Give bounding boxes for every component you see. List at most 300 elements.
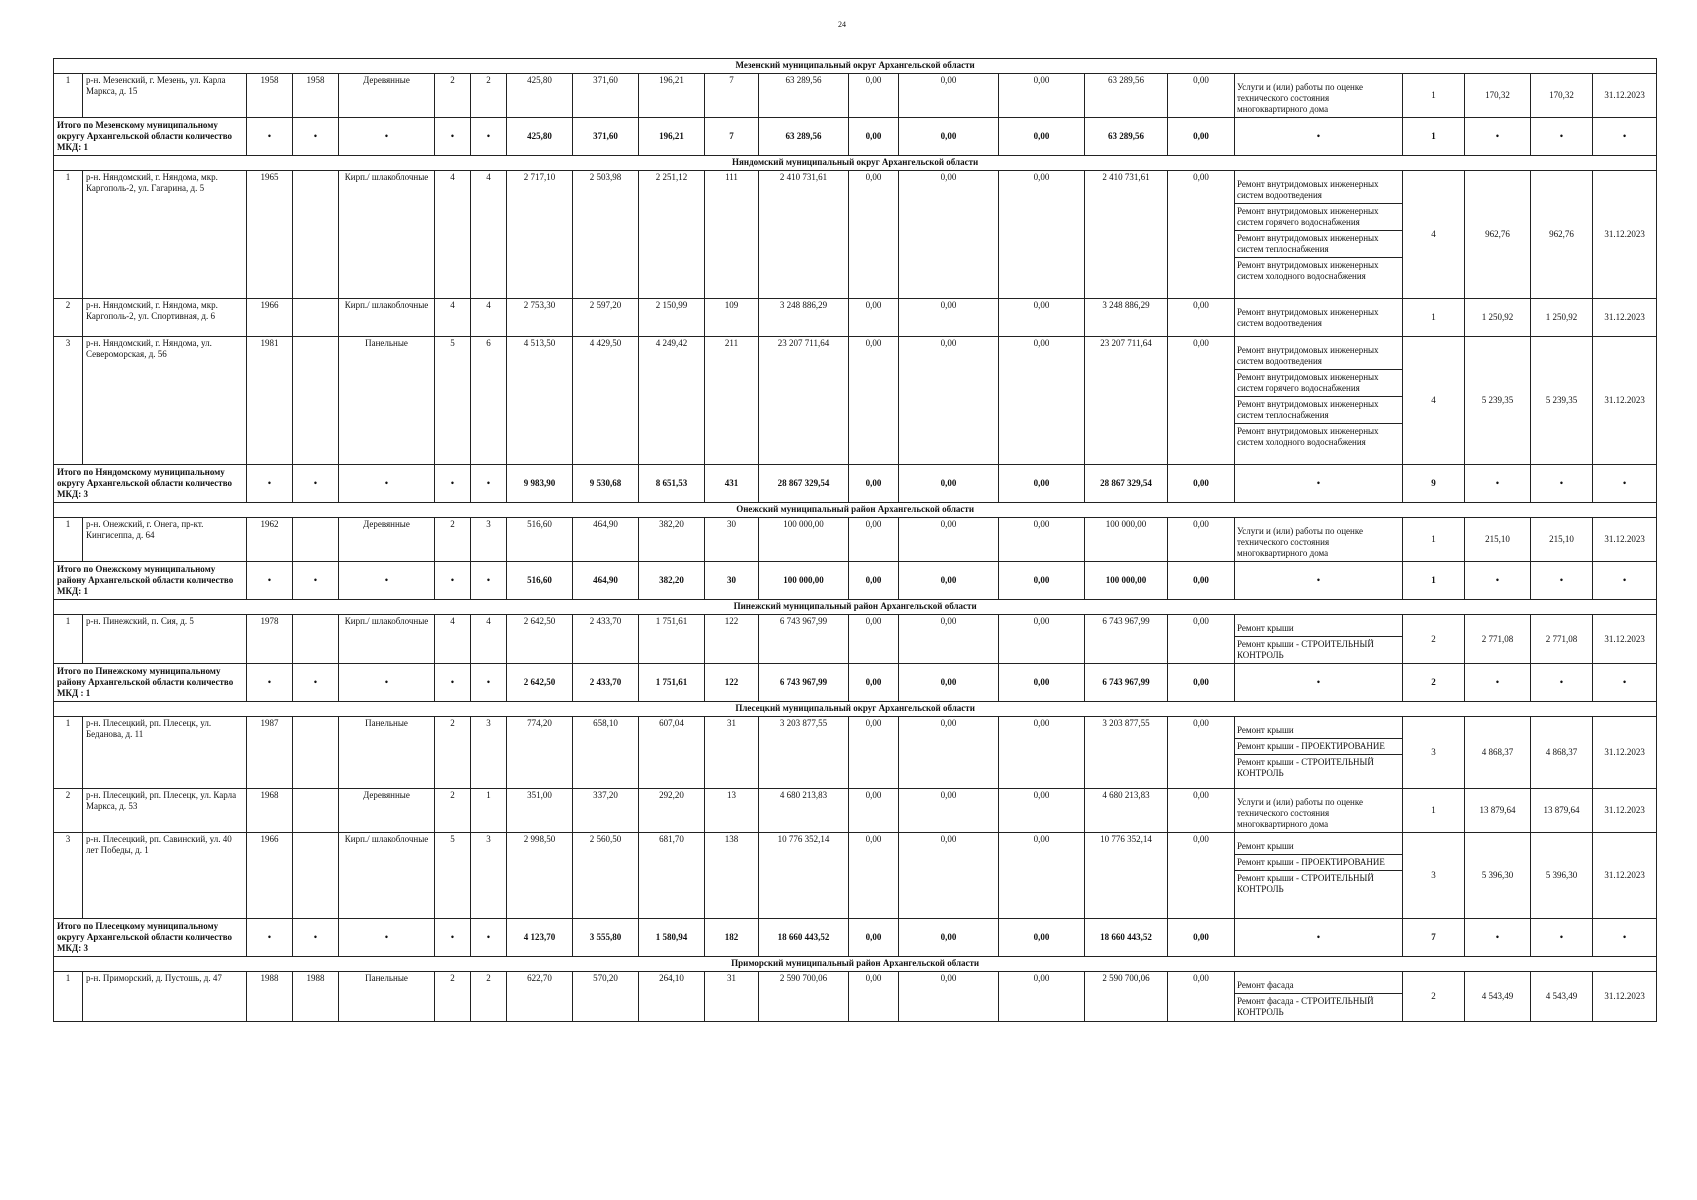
work-item: Ремонт внутридомовых инженерных систем холодного водоснабжения [1237,426,1379,447]
cost-owners-cell: 63 289,56 [1085,74,1168,118]
work-item: Ремонт внутридомовых инженерных систем теплоснабжения [1235,397,1402,424]
cost-region-cell: 0,00 [899,972,999,1022]
year-built-cell: 1987 [247,717,293,789]
year-commissioned-cell [293,717,339,789]
total-area-cell: 425,80 [507,74,573,118]
total-work-count-cell: 1 [1403,118,1465,156]
placeholder-cell: • [339,465,435,503]
cost-local-cell: 0,00 [999,337,1085,465]
unit-cost-cell: 5 396,30 [1465,833,1531,919]
table-body [54,59,1657,1022]
cost-total-cell: 4 680 213,83 [759,789,849,833]
residents-area-cell: 4 249,42 [639,337,705,465]
cost-owners-cell: 6 743 967,99 [1085,615,1168,664]
total-total-area-cell: 516,60 [507,562,573,600]
wall-material-cell: Кирп./ шлакоблочные [339,299,435,337]
residents-cell: 122 [705,615,759,664]
unit-cost-cell: 215,10 [1465,518,1531,562]
total-cost-local-cell: 0,00 [999,919,1085,957]
cost-local-cell: 0,00 [999,299,1085,337]
placeholder-cell: • [435,465,471,503]
cost-local-cell: 0,00 [999,789,1085,833]
unit-cost-cell: 13 879,64 [1465,789,1531,833]
cost-owners-cell: 3 203 877,55 [1085,717,1168,789]
total-area-cell: 351,00 [507,789,573,833]
section-title: Мезенский муниципальный округ Архангельской области [54,59,1657,74]
works-cell [1235,337,1403,465]
cost-total-cell: 100 000,00 [759,518,849,562]
work-item: Ремонт крыши - СТРОИТЕЛЬНЫЙ КОНТРОЛЬ [1237,873,1374,894]
address-cell: р-н. Плесецкий, рп. Плесецк, ул. Беданова, д. 11 [83,717,247,789]
cost-region-cell: 0,00 [899,518,999,562]
cost-fund-cell: 0,00 [849,337,899,465]
cost-other-cell: 0,00 [1168,717,1235,789]
section-title: Онежский муниципальный район Архангельской области [54,503,1657,518]
work-count-cell: 3 [1403,833,1465,919]
works-cell [1235,74,1403,118]
total-residents-cell: 182 [705,919,759,957]
work-item: Ремонт крыши [1235,723,1402,739]
total-cost-total-cell: 18 660 443,52 [759,919,849,957]
max-cost-cell: 13 879,64 [1531,789,1593,833]
section-title: Плесецкий муниципальный округ Архангельской области [54,702,1657,717]
entrances-cell: 3 [471,717,507,789]
year-built-cell: 1978 [247,615,293,664]
total-cost-region-cell: 0,00 [899,465,999,503]
year-built-cell: 1966 [247,833,293,919]
total-residents-area-cell: 1 580,94 [639,919,705,957]
floors-cell: 4 [435,299,471,337]
placeholder-cell: • [1235,465,1403,503]
placeholder-cell: • [1531,919,1593,957]
placeholder-cell: • [1235,562,1403,600]
residents-area-cell: 292,20 [639,789,705,833]
section-header-row [54,59,1657,74]
year-built-cell: 1965 [247,171,293,299]
year-commissioned-cell [293,337,339,465]
total-cost-region-cell: 0,00 [899,562,999,600]
residents-area-cell: 2 150,99 [639,299,705,337]
residents-cell: 31 [705,972,759,1022]
unit-cost-cell: 4 868,37 [1465,717,1531,789]
total-total-area-cell: 425,80 [507,118,573,156]
placeholder-cell: • [435,118,471,156]
total-cost-local-cell: 0,00 [999,465,1085,503]
cost-other-cell: 0,00 [1168,299,1235,337]
row-number: 2 [54,789,83,833]
cost-owners-cell: 2 410 731,61 [1085,171,1168,299]
cost-region-cell: 0,00 [899,171,999,299]
work-item: Ремонт внутридомовых инженерных систем водоотведения [1235,177,1402,204]
total-row [54,562,1657,600]
cost-fund-cell: 0,00 [849,972,899,1022]
deadline-cell: 31.12.2023 [1593,833,1657,919]
total-residents-area-cell: 8 651,53 [639,465,705,503]
table-row [54,518,1657,562]
residents-cell: 109 [705,299,759,337]
work-item: Ремонт внутридомовых инженерных систем водоотведения [1237,307,1379,328]
table-row [54,789,1657,833]
row-number: 1 [54,717,83,789]
total-row [54,664,1657,702]
residents-cell: 211 [705,337,759,465]
section-header-row [54,957,1657,972]
section-header-row [54,156,1657,171]
total-living-area-cell: 371,60 [573,118,639,156]
floors-cell: 2 [435,518,471,562]
deadline-cell: 31.12.2023 [1593,717,1657,789]
work-item: Ремонт крыши - ПРОЕКТИРОВАНИЕ [1235,739,1402,755]
total-cost-other-cell: 0,00 [1168,562,1235,600]
placeholder-cell: • [339,664,435,702]
entrances-cell: 4 [471,299,507,337]
section-title: Пинежский муниципальный район Архангельской области [54,600,1657,615]
total-cost-fund-cell: 0,00 [849,465,899,503]
year-built-cell: 1966 [247,299,293,337]
placeholder-cell: • [339,919,435,957]
placeholder-cell: • [339,118,435,156]
entrances-cell: 1 [471,789,507,833]
cost-local-cell: 0,00 [999,615,1085,664]
address-cell: р-н. Пинежский, п. Сия, д. 5 [83,615,247,664]
unit-cost-cell: 170,32 [1465,74,1531,118]
total-cost-total-cell: 28 867 329,54 [759,465,849,503]
cost-fund-cell: 0,00 [849,171,899,299]
total-area-cell: 2 998,50 [507,833,573,919]
wall-material-cell: Деревянные [339,789,435,833]
section-header-row [54,600,1657,615]
capital-repair-table [53,58,1657,1022]
wall-material-cell: Кирп./ шлакоблочные [339,833,435,919]
row-number: 1 [54,972,83,1022]
total-total-area-cell: 4 123,70 [507,919,573,957]
total-work-count-cell: 2 [1403,664,1465,702]
max-cost-cell: 962,76 [1531,171,1593,299]
page-number: 24 [838,20,846,29]
placeholder-cell: • [1531,664,1593,702]
cost-fund-cell: 0,00 [849,299,899,337]
cost-local-cell: 0,00 [999,171,1085,299]
total-residents-cell: 30 [705,562,759,600]
living-area-cell: 2 597,20 [573,299,639,337]
placeholder-cell: • [1465,465,1531,503]
works-cell [1235,518,1403,562]
works-cell [1235,972,1403,1022]
placeholder-cell: • [293,664,339,702]
work-item: Ремонт крыши - СТРОИТЕЛЬНЫЙ КОНТРОЛЬ [1237,639,1374,660]
total-cost-fund-cell: 0,00 [849,919,899,957]
year-built-cell: 1988 [247,972,293,1022]
floors-cell: 4 [435,615,471,664]
total-cost-region-cell: 0,00 [899,664,999,702]
address-cell: р-н. Няндомский, г. Няндома, мкр. Каргополь-2, ул. Гагарина, д. 5 [83,171,247,299]
total-cost-local-cell: 0,00 [999,562,1085,600]
placeholder-cell: • [293,465,339,503]
floors-cell: 5 [435,833,471,919]
cost-owners-cell: 3 248 886,29 [1085,299,1168,337]
cost-other-cell: 0,00 [1168,518,1235,562]
placeholder-cell: • [1531,465,1593,503]
work-count-cell: 1 [1403,789,1465,833]
residents-area-cell: 382,20 [639,518,705,562]
work-count-cell: 1 [1403,299,1465,337]
total-residents-cell: 122 [705,664,759,702]
address-cell: р-н. Плесецкий, рп. Плесецк, ул. Карла Маркса, д. 53 [83,789,247,833]
placeholder-cell: • [1593,465,1657,503]
placeholder-cell: • [293,919,339,957]
address-cell: р-н. Онежский, г. Онега, пр-кт. Кингисеппа, д. 64 [83,518,247,562]
row-number: 1 [54,518,83,562]
cost-fund-cell: 0,00 [849,833,899,919]
work-item: Ремонт крыши [1235,621,1402,637]
placeholder-cell: • [1235,919,1403,957]
placeholder-cell: • [1531,562,1593,600]
entrances-cell: 3 [471,833,507,919]
table-row [54,972,1657,1022]
section-title: Приморский муниципальный район Архангельской области [54,957,1657,972]
work-item: Ремонт внутридомовых инженерных систем холодного водоснабжения [1237,260,1379,281]
table-row [54,833,1657,919]
placeholder-cell: • [247,919,293,957]
residents-area-cell: 607,04 [639,717,705,789]
residents-cell: 111 [705,171,759,299]
placeholder-cell: • [435,919,471,957]
residents-cell: 31 [705,717,759,789]
wall-material-cell: Панельные [339,337,435,465]
work-item: Ремонт внутридомовых инженерных систем теплоснабжения [1235,231,1402,258]
cost-owners-cell: 10 776 352,14 [1085,833,1168,919]
cost-other-cell: 0,00 [1168,972,1235,1022]
cost-other-cell: 0,00 [1168,337,1235,465]
total-cost-other-cell: 0,00 [1168,465,1235,503]
year-commissioned-cell [293,299,339,337]
cost-local-cell: 0,00 [999,518,1085,562]
section-title: Няндомский муниципальный округ Архангельской области [54,156,1657,171]
wall-material-cell: Панельные [339,972,435,1022]
residents-cell: 13 [705,789,759,833]
works-cell [1235,171,1403,299]
placeholder-cell: • [471,562,507,600]
works-cell [1235,615,1403,664]
work-item: Услуги и (или) работы по оценке технического состояния многоквартирного дома [1237,82,1363,114]
year-commissioned-cell [293,518,339,562]
placeholder-cell: • [1465,562,1531,600]
max-cost-cell: 4 868,37 [1531,717,1593,789]
cost-total-cell: 2 410 731,61 [759,171,849,299]
address-cell: р-н. Плесецкий, рп. Савинский, ул. 40 лет Победы, д. 1 [83,833,247,919]
row-number: 1 [54,615,83,664]
cost-local-cell: 0,00 [999,74,1085,118]
year-built-cell: 1981 [247,337,293,465]
work-count-cell: 4 [1403,171,1465,299]
total-total-area-cell: 2 642,50 [507,664,573,702]
total-label: Итого по Пинежскому муниципальному району Архангельской области количество МКД : 1 [54,664,247,702]
placeholder-cell: • [247,664,293,702]
total-cost-fund-cell: 0,00 [849,118,899,156]
residents-area-cell: 196,21 [639,74,705,118]
total-cost-other-cell: 0,00 [1168,118,1235,156]
cost-fund-cell: 0,00 [849,615,899,664]
cost-total-cell: 6 743 967,99 [759,615,849,664]
total-cost-total-cell: 6 743 967,99 [759,664,849,702]
deadline-cell: 31.12.2023 [1593,337,1657,465]
total-row [54,118,1657,156]
total-cost-local-cell: 0,00 [999,118,1085,156]
works-cell [1235,299,1403,337]
floors-cell: 2 [435,74,471,118]
works-cell [1235,717,1403,789]
placeholder-cell: • [1593,919,1657,957]
placeholder-cell: • [293,562,339,600]
max-cost-cell: 2 771,08 [1531,615,1593,664]
cost-region-cell: 0,00 [899,337,999,465]
total-cost-fund-cell: 0,00 [849,664,899,702]
total-cost-owners-cell: 100 000,00 [1085,562,1168,600]
placeholder-cell: • [471,664,507,702]
cost-fund-cell: 0,00 [849,74,899,118]
work-item: Ремонт внутридомовых инженерных систем горячего водоснабжения [1235,204,1402,231]
total-work-count-cell: 1 [1403,562,1465,600]
total-total-area-cell: 9 983,90 [507,465,573,503]
floors-cell: 4 [435,171,471,299]
deadline-cell: 31.12.2023 [1593,789,1657,833]
placeholder-cell: • [1465,919,1531,957]
placeholder-cell: • [247,465,293,503]
table-row [54,717,1657,789]
deadline-cell: 31.12.2023 [1593,518,1657,562]
cost-total-cell: 2 590 700,06 [759,972,849,1022]
placeholder-cell: • [1593,562,1657,600]
work-count-cell: 2 [1403,972,1465,1022]
placeholder-cell: • [435,562,471,600]
placeholder-cell: • [471,118,507,156]
entrances-cell: 3 [471,518,507,562]
cost-region-cell: 0,00 [899,717,999,789]
cost-owners-cell: 2 590 700,06 [1085,972,1168,1022]
row-number: 3 [54,337,83,465]
total-row [54,919,1657,957]
work-count-cell: 2 [1403,615,1465,664]
floors-cell: 2 [435,717,471,789]
placeholder-cell: • [1593,118,1657,156]
address-cell: р-н. Приморский, д. Пустошь, д. 47 [83,972,247,1022]
cost-local-cell: 0,00 [999,717,1085,789]
total-label: Итого по Плесецкому муниципальному округу Архангельской области количество МКД: 3 [54,919,247,957]
year-built-cell: 1962 [247,518,293,562]
cost-total-cell: 10 776 352,14 [759,833,849,919]
placeholder-cell: • [1531,118,1593,156]
cost-region-cell: 0,00 [899,833,999,919]
max-cost-cell: 5 396,30 [1531,833,1593,919]
cost-total-cell: 63 289,56 [759,74,849,118]
work-item: Ремонт крыши - ПРОЕКТИРОВАНИЕ [1235,855,1402,871]
year-built-cell: 1958 [247,74,293,118]
total-cost-region-cell: 0,00 [899,118,999,156]
living-area-cell: 570,20 [573,972,639,1022]
unit-cost-cell: 1 250,92 [1465,299,1531,337]
placeholder-cell: • [247,118,293,156]
total-area-cell: 622,70 [507,972,573,1022]
work-item: Ремонт фасада - СТРОИТЕЛЬНЫЙ КОНТРОЛЬ [1237,996,1374,1017]
row-number: 3 [54,833,83,919]
total-cost-fund-cell: 0,00 [849,562,899,600]
work-count-cell: 1 [1403,74,1465,118]
residents-cell: 138 [705,833,759,919]
max-cost-cell: 5 239,35 [1531,337,1593,465]
work-item: Ремонт внутридомовых инженерных систем водоотведения [1235,343,1402,370]
cost-local-cell: 0,00 [999,972,1085,1022]
table-row [54,299,1657,337]
cost-region-cell: 0,00 [899,789,999,833]
placeholder-cell: • [247,562,293,600]
cost-region-cell: 0,00 [899,299,999,337]
cost-total-cell: 3 203 877,55 [759,717,849,789]
entrances-cell: 2 [471,972,507,1022]
total-area-cell: 516,60 [507,518,573,562]
max-cost-cell: 215,10 [1531,518,1593,562]
total-area-cell: 2 753,30 [507,299,573,337]
total-work-count-cell: 9 [1403,465,1465,503]
capital-repair-table-sheet [53,58,1645,1022]
total-area-cell: 2 642,50 [507,615,573,664]
total-area-cell: 774,20 [507,717,573,789]
total-label: Итого по Онежскому муниципальному району Архангельской области количество МКД: 1 [54,562,247,600]
max-cost-cell: 1 250,92 [1531,299,1593,337]
living-area-cell: 2 560,50 [573,833,639,919]
unit-cost-cell: 5 239,35 [1465,337,1531,465]
table-row [54,615,1657,664]
cost-other-cell: 0,00 [1168,789,1235,833]
unit-cost-cell: 962,76 [1465,171,1531,299]
total-label: Итого по Мезенскому муниципальному округу Архангельской области количество МКД: 1 [54,118,247,156]
cost-other-cell: 0,00 [1168,833,1235,919]
year-built-cell: 1968 [247,789,293,833]
entrances-cell: 4 [471,171,507,299]
work-item: Ремонт внутридомовых инженерных систем горячего водоснабжения [1235,370,1402,397]
floors-cell: 2 [435,789,471,833]
residents-area-cell: 264,10 [639,972,705,1022]
work-item: Услуги и (или) работы по оценке технического состояния многоквартирного дома [1237,526,1363,558]
residents-area-cell: 2 251,12 [639,171,705,299]
wall-material-cell: Деревянные [339,518,435,562]
total-row [54,465,1657,503]
year-commissioned-cell [293,833,339,919]
unit-cost-cell: 4 543,49 [1465,972,1531,1022]
wall-material-cell: Панельные [339,717,435,789]
cost-local-cell: 0,00 [999,833,1085,919]
work-item: Услуги и (или) работы по оценке технического состояния многоквартирного дома [1237,797,1363,829]
total-cost-total-cell: 100 000,00 [759,562,849,600]
placeholder-cell: • [339,562,435,600]
total-cost-owners-cell: 63 289,56 [1085,118,1168,156]
wall-material-cell: Кирп./ шлакоблочные [339,615,435,664]
work-count-cell: 4 [1403,337,1465,465]
cost-total-cell: 3 248 886,29 [759,299,849,337]
max-cost-cell: 170,32 [1531,74,1593,118]
placeholder-cell: • [1235,118,1403,156]
work-item: Ремонт крыши [1235,839,1402,855]
year-commissioned-cell [293,171,339,299]
placeholder-cell: • [471,465,507,503]
placeholder-cell: • [1593,664,1657,702]
living-area-cell: 658,10 [573,717,639,789]
total-cost-owners-cell: 6 743 967,99 [1085,664,1168,702]
placeholder-cell: • [293,118,339,156]
works-cell [1235,833,1403,919]
row-number: 1 [54,74,83,118]
living-area-cell: 2 503,98 [573,171,639,299]
deadline-cell: 31.12.2023 [1593,615,1657,664]
